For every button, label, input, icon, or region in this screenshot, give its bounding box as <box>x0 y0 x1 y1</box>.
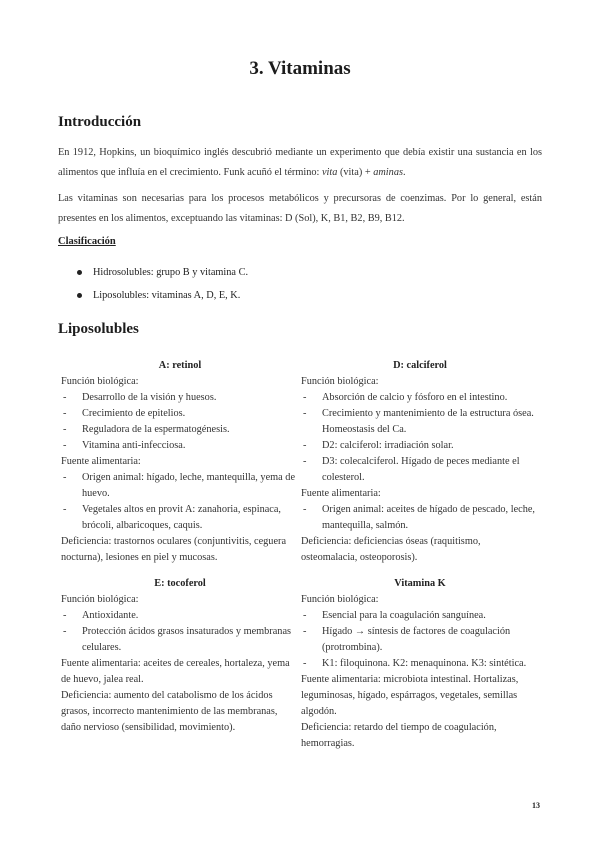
vitamin-e-title: E: tocoferol <box>154 578 206 589</box>
list-item: - Crecimiento de epitelios. <box>61 406 299 422</box>
source-label: Fuente alimentaria: <box>301 488 381 499</box>
list-item: - K1: filoquinona. K2: menaquinona. K3: sintética. <box>301 656 539 672</box>
clasificacion-list <box>58 261 248 307</box>
clasificacion-heading: Clasificación <box>58 236 116 247</box>
list-item: Liposolubles: vitaminas A, D, E, K. <box>58 284 248 307</box>
list-item: - Hígado → síntesis de factores de coagulación (protrombina). <box>301 624 539 656</box>
vitamin-k-title: Vitamina K <box>394 578 446 589</box>
intro-paragraph-1: En 1912, Hopkins, un bioquímico inglés descubrió mediante un experimento que debía existir una sustancia en los alimentos que influía en el crecimiento. Funk acuñó el término: vita (vita) + aminas. <box>58 147 542 178</box>
vitamin-d-block <box>301 358 539 566</box>
list-item: - D2: calciferol: irradiación solar. <box>301 438 539 454</box>
vitamin-e-block <box>61 576 299 736</box>
list-item: - Origen animal: aceites de hígado de pescado, leche, mantequilla, salmón. <box>301 502 539 534</box>
list-item: - Vegetales altos en provit A: zanahoria, espinaca, brócoli, albaricoques, caquis. <box>61 502 299 534</box>
list-item: - Reguladora de la espermatogénesis. <box>61 422 299 438</box>
intro-heading: Introducción <box>58 114 142 130</box>
list-item: - Vitamina anti-infecciosa. <box>61 438 299 454</box>
list-item: - D3: colecalciferol. Hígado de peces mediante el colesterol. <box>301 454 539 486</box>
deficiency-text: Deficiencia: aumento del catabolismo de los ácidos grasos, incorrecto mantenimiento de las membranas, daño nervioso (sensibilidad, movimiento). <box>61 690 278 733</box>
list-item: - Origen animal: hígado, leche, mantequilla, yema de huevo. <box>61 470 299 502</box>
list-item: - Absorción de calcio y fósforo en el intestino. <box>301 390 539 406</box>
function-label: Función biológica: <box>61 376 139 387</box>
deficiency-text: Deficiencia: retardo del tiempo de coagulación, hemorragias. <box>301 722 497 749</box>
liposolubles-heading: Liposolubles <box>58 321 139 337</box>
source-label: Fuente alimentaria: <box>61 456 141 467</box>
intro-paragraph-2: Las vitaminas son necesarias para los procesos metabólicos y precursoras de coenzimas. Por lo general, están presentes en los alimentos, exceptuando las vitaminas: D (Sol), K, B1, B2, B9, B12. <box>58 193 542 224</box>
list-item: - Crecimiento y mantenimiento de la estructura ósea. Homeostasis del Ca. <box>301 406 539 438</box>
list-item: - Antioxidante. <box>61 608 299 624</box>
list-item: Hidrosolubles: grupo B y vitamina C. <box>58 261 248 284</box>
deficiency-text: Deficiencia: deficiencias óseas (raquitismo, osteomalacia, osteoporosis). <box>301 536 481 563</box>
vitamin-a-block <box>61 358 299 566</box>
list-item: - Desarrollo de la visión y huesos. <box>61 390 299 406</box>
list-item: - Esencial para la coagulación sanguínea. <box>301 608 539 624</box>
function-label: Función biológica: <box>301 594 379 605</box>
vitamin-k-block <box>301 576 539 752</box>
vitamin-a-title: A: retinol <box>158 360 202 371</box>
deficiency-text: Deficiencia: trastornos oculares (conjuntivitis, ceguera nocturna), lesiones en piel y mucosas. <box>61 536 287 563</box>
list-item: - Protección ácidos grasos insaturados y membranas celulares. <box>61 624 299 656</box>
vitamin-d-title: D: calciferol <box>393 360 447 371</box>
function-label: Función biológica: <box>301 376 379 387</box>
source-text: Fuente alimentaria: aceites de cereales, hortaleza, yema de huevo, jalea real. <box>61 658 290 685</box>
function-label: Función biológica: <box>61 594 139 605</box>
page-number: 13 <box>532 801 540 810</box>
source-text: Fuente alimentaria: microbiota intestinal. Hortalizas, leguminosas, hígado, espárragos, vegetales, semillas algodón. <box>301 674 519 717</box>
page-title: 3. Vitaminas <box>249 58 351 79</box>
